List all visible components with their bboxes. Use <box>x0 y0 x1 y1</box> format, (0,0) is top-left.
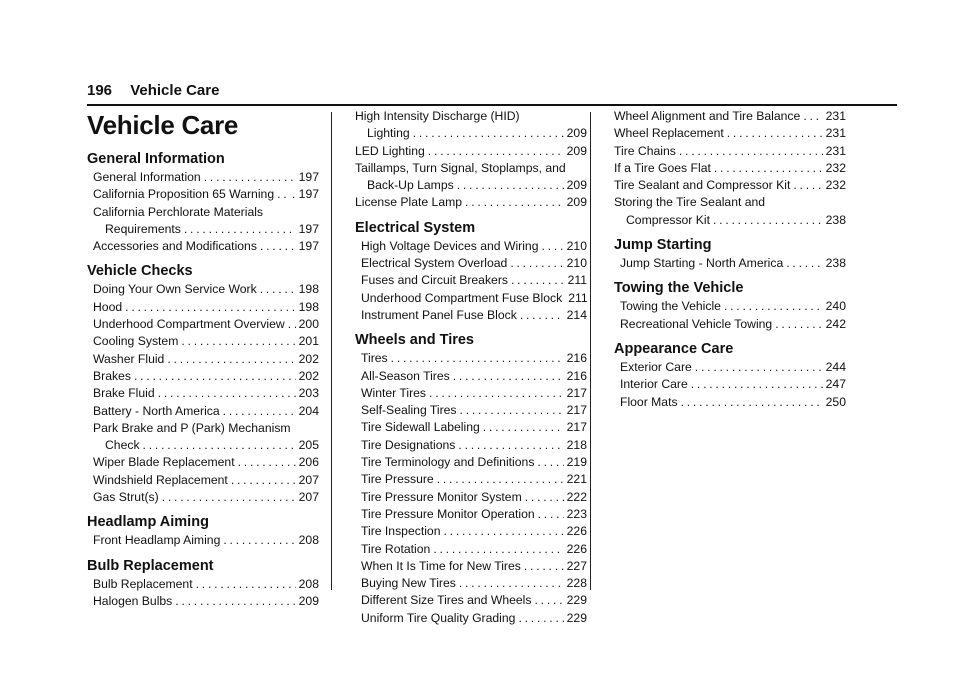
dot-leader <box>538 506 564 523</box>
toc-entry-title: Tire Sidewall Labeling <box>361 420 480 435</box>
toc-entry-page: 214 <box>566 307 587 322</box>
dot-leader <box>413 125 564 142</box>
column-divider <box>590 112 591 590</box>
toc-entry[interactable] <box>355 471 587 488</box>
dot-leader <box>458 437 563 454</box>
toc-entry[interactable] <box>355 143 587 160</box>
page-number: 196 <box>87 82 113 99</box>
toc-entry-title: Accessories and Modifications <box>93 239 257 254</box>
toc-column-3 <box>614 108 846 411</box>
toc-entry[interactable] <box>614 125 846 142</box>
dot-leader <box>184 221 296 238</box>
toc-entry-page: 209 <box>566 195 587 210</box>
toc-entry[interactable] <box>614 177 846 194</box>
toc-entry[interactable] <box>355 558 587 575</box>
toc-entry-title: Towing the Vehicle <box>620 299 721 314</box>
toc-entry-page: 242 <box>825 316 846 331</box>
toc-column-2 <box>355 108 587 627</box>
toc-entry[interactable] <box>87 576 319 593</box>
dot-leader <box>459 575 564 592</box>
dot-leader <box>465 194 564 211</box>
toc-entry[interactable] <box>87 169 319 186</box>
toc-entry-title: Compressor Kit <box>626 212 710 227</box>
toc-entry-page: 203 <box>298 386 319 401</box>
dot-leader <box>143 437 296 454</box>
toc-entry[interactable] <box>355 419 587 436</box>
toc-entry-page: 217 <box>566 385 587 400</box>
toc-entry-page: 206 <box>298 455 319 470</box>
toc-entry-title: Tire Pressure Monitor Operation <box>361 506 535 521</box>
toc-entry-title-first-line: California Perchlorate Materials <box>93 204 264 219</box>
toc-entry[interactable] <box>355 385 587 402</box>
toc-entry-page: 202 <box>298 368 319 383</box>
toc-column-1 <box>87 150 319 610</box>
toc-entry-page: 226 <box>566 524 587 539</box>
toc-entry-title: All-Season Tires <box>361 368 450 383</box>
toc-entry-page: 240 <box>825 299 846 314</box>
dot-leader <box>714 160 823 177</box>
header-rule <box>87 104 897 106</box>
toc-entry-page: 221 <box>566 472 587 487</box>
toc-entry-title: Front Headlamp Aiming <box>93 533 221 548</box>
toc-entry-title: High Voltage Devices and Wiring <box>361 238 539 253</box>
toc-entry[interactable] <box>355 541 587 558</box>
toc-entry-title: Brakes <box>93 368 131 383</box>
toc-entry-page: 217 <box>566 420 587 435</box>
toc-entry-title: Bulb Replacement <box>93 576 193 591</box>
toc-entry[interactable] <box>87 532 319 549</box>
dot-leader <box>443 523 563 540</box>
toc-entry[interactable] <box>87 351 319 368</box>
toc-entry[interactable] <box>355 454 587 471</box>
dot-leader <box>231 472 296 489</box>
toc-entry-page: 209 <box>298 593 319 608</box>
dot-leader <box>524 558 564 575</box>
toc-entry[interactable] <box>614 316 846 333</box>
dot-leader <box>437 471 564 488</box>
toc-entry[interactable] <box>355 402 587 419</box>
dot-leader <box>125 299 296 316</box>
toc-entry-title: Brake Fluid <box>93 386 155 401</box>
toc-entry-title: Interior Care <box>620 377 688 392</box>
dot-leader <box>433 541 563 558</box>
toc-entry-title: Self-Sealing Tires <box>361 403 457 418</box>
toc-entry-page: 232 <box>825 178 846 193</box>
toc-entry-title: Electrical System Overload <box>361 256 508 271</box>
toc-entry-page: 209 <box>566 126 587 141</box>
toc-entry-page: 197 <box>298 221 319 236</box>
dot-leader <box>775 316 822 333</box>
running-title: Vehicle Care <box>130 82 220 99</box>
toc-entry[interactable] <box>87 186 319 203</box>
toc-entry-title: Tire Pressure <box>361 472 434 487</box>
toc-entry-title: Wiper Blade Replacement <box>93 455 235 470</box>
toc-entry-page: 216 <box>566 368 587 383</box>
toc-entry-page: 229 <box>566 610 587 625</box>
toc-entry-page: 223 <box>566 506 587 521</box>
dot-leader <box>196 576 296 593</box>
toc-entry[interactable] <box>87 238 319 255</box>
toc-entry-page: 198 <box>298 282 319 297</box>
dot-leader <box>520 307 564 324</box>
toc-entry-title: Check <box>105 438 140 453</box>
toc-entry[interactable] <box>87 299 319 316</box>
column-divider <box>331 112 332 590</box>
toc-entry-page: 232 <box>825 160 846 175</box>
toc-entry-page: 244 <box>825 359 846 374</box>
toc-entry-page: 238 <box>825 212 846 227</box>
toc-entry-page: 207 <box>298 490 319 505</box>
toc-entry[interactable] <box>355 238 587 255</box>
toc-entry[interactable] <box>87 420 319 455</box>
toc-entry-title: General Information <box>93 170 201 184</box>
toc-entry[interactable] <box>614 194 846 229</box>
toc-entry-title: Underhood Compartment Overview <box>93 317 285 332</box>
toc-entry-page: 229 <box>566 593 587 608</box>
dot-leader <box>691 376 823 393</box>
toc-entry-page: 231 <box>825 143 846 158</box>
dot-leader <box>679 143 823 160</box>
toc-entry-page: 219 <box>566 455 587 470</box>
section-heading: Vehicle Checks <box>87 263 193 280</box>
toc-entry-title: Doing Your Own Service Work <box>93 282 257 297</box>
toc-entry[interactable] <box>355 506 587 523</box>
toc-entry-title: Jump Starting - North America <box>620 256 784 271</box>
toc-entry[interactable] <box>614 108 846 125</box>
dot-leader <box>162 489 296 506</box>
toc-entry[interactable] <box>87 403 319 420</box>
toc-entry-page: 250 <box>825 394 846 409</box>
toc-entry-title: Halogen Bulbs <box>93 593 173 608</box>
toc-entry[interactable] <box>355 592 587 609</box>
toc-entry-page: 228 <box>566 576 587 591</box>
dot-leader <box>793 177 822 194</box>
toc-entry-title: Tire Terminology and Definitions <box>361 455 535 470</box>
dot-leader <box>460 402 564 419</box>
toc-entry-page: 247 <box>825 377 846 392</box>
toc-entry-page: 210 <box>566 238 587 253</box>
toc-entry-title: Recreational Vehicle Towing <box>620 316 773 331</box>
toc-entry-page: 226 <box>566 541 587 556</box>
toc-entry-page: 217 <box>566 403 587 418</box>
toc-entry-title: California Proposition 65 Warning <box>93 187 275 202</box>
toc-entry-page: 205 <box>298 438 319 453</box>
toc-entry-title: Washer Fluid <box>93 351 165 366</box>
toc-entry[interactable] <box>355 489 587 506</box>
toc-entry-title: Tire Inspection <box>361 524 441 539</box>
dot-leader <box>727 125 823 142</box>
toc-entry[interactable] <box>614 359 846 376</box>
section-heading: General Information <box>87 151 225 167</box>
toc-entry[interactable] <box>87 472 319 489</box>
dot-leader <box>288 316 296 333</box>
toc-entry[interactable] <box>87 204 319 239</box>
toc-entry-title: Cooling System <box>93 334 179 349</box>
toc-entry-title: Instrument Panel Fuse Block <box>361 307 517 322</box>
toc-entry-title: Windshield Replacement <box>93 472 228 487</box>
toc-entry[interactable] <box>355 290 587 307</box>
toc-entry-title-first-line: Park Brake and P (Park) Mechanism <box>93 420 291 435</box>
section-heading: Towing the Vehicle <box>614 280 744 297</box>
toc-entry[interactable] <box>87 368 319 385</box>
toc-entry-title: LED Lighting <box>355 143 425 158</box>
toc-entry-page: 222 <box>566 489 587 504</box>
dot-leader <box>537 454 563 471</box>
toc-entry-title: Tire Pressure Monitor System <box>361 489 522 504</box>
toc-entry-page: 197 <box>298 239 319 254</box>
dot-leader <box>457 177 564 194</box>
toc-entry-page: 211 <box>568 290 588 305</box>
dot-leader <box>223 403 296 420</box>
toc-entry[interactable] <box>87 593 319 610</box>
section-heading: Electrical System <box>355 219 476 236</box>
toc-entry-page: 218 <box>566 437 587 452</box>
toc-entry-title: When It Is Time for New Tires <box>361 558 521 573</box>
toc-entry[interactable] <box>87 333 319 350</box>
dot-leader <box>510 255 563 272</box>
toc-entry[interactable] <box>355 368 587 385</box>
toc-entry[interactable] <box>614 376 846 393</box>
dot-leader <box>713 212 823 229</box>
toc-entry-page: 238 <box>825 256 846 271</box>
toc-entry-title: License Plate Lamp <box>355 195 463 210</box>
section-heading: Bulb Replacement <box>87 557 214 574</box>
toc-entry-title: Hood <box>93 299 123 314</box>
dot-leader <box>786 255 822 272</box>
toc-entry[interactable] <box>87 316 319 333</box>
toc-entry[interactable] <box>614 298 846 315</box>
toc-entry-page: 216 <box>566 351 587 366</box>
toc-entry-page: 209 <box>566 178 587 193</box>
toc-entry-page: 227 <box>566 558 587 573</box>
toc-entry-title: Back-Up Lamps <box>367 178 454 193</box>
toc-entry[interactable] <box>87 489 319 506</box>
toc-entry-title-first-line: Storing the Tire Sealant and <box>614 195 766 210</box>
toc-entry-title: Buying New Tires <box>361 576 456 591</box>
toc-entry[interactable] <box>87 385 319 402</box>
toc-entry[interactable] <box>355 437 587 454</box>
toc-entry-page: 231 <box>825 126 846 141</box>
toc-entry[interactable] <box>355 108 587 143</box>
toc-entry-title: Tire Designations <box>361 437 456 452</box>
toc-entry[interactable] <box>355 350 587 367</box>
section-heading: Appearance Care <box>614 340 734 357</box>
toc-entry[interactable] <box>355 194 587 211</box>
dot-leader <box>260 281 296 298</box>
toc-entry[interactable] <box>614 394 846 411</box>
dot-leader <box>277 186 289 203</box>
toc-entry-title: Exterior Care <box>620 359 692 374</box>
toc-entry-page: 210 <box>566 256 587 271</box>
dot-leader <box>167 351 295 368</box>
toc-entry[interactable] <box>355 255 587 272</box>
toc-entry-page: . 197 <box>291 187 319 202</box>
toc-entry-title: Wheel Alignment and Tire Balance <box>614 109 801 123</box>
toc-entry[interactable] <box>355 160 587 195</box>
chapter-title: Vehicle Care <box>87 110 239 140</box>
dot-leader <box>518 610 563 627</box>
toc-entry-title: Tire Chains <box>614 143 676 158</box>
dot-leader <box>181 333 295 350</box>
toc-entry-title: Uniform Tire Quality Grading <box>361 610 516 625</box>
toc-entry-title: Tires <box>361 351 388 366</box>
dot-leader <box>391 350 564 367</box>
running-header <box>87 82 219 99</box>
toc-entry[interactable] <box>355 523 587 540</box>
toc-entry-title: If a Tire Goes Flat <box>614 160 711 175</box>
dot-leader <box>511 272 565 289</box>
toc-entry-page: 201 <box>298 334 319 349</box>
toc-entry[interactable] <box>614 255 846 272</box>
dot-leader <box>525 489 564 506</box>
toc-entry-page: 231 <box>825 109 846 123</box>
toc-entry[interactable] <box>355 610 587 627</box>
toc-entry-title-first-line: High Intensity Discharge (HID) <box>355 109 520 123</box>
dot-leader <box>803 108 822 125</box>
dot-leader <box>681 394 823 411</box>
dot-leader <box>453 368 564 385</box>
dot-leader <box>134 368 296 385</box>
toc-entry-title: Tire Sealant and Compressor Kit <box>614 178 791 193</box>
toc-entry-page: 208 <box>298 576 319 591</box>
toc-entry[interactable] <box>614 160 846 177</box>
section-heading: Wheels and Tires <box>355 332 474 349</box>
toc-entry[interactable] <box>614 143 846 160</box>
toc-entry[interactable] <box>355 272 587 289</box>
toc-entry-title: Battery - North America <box>93 403 220 418</box>
toc-entry-title: Lighting <box>367 126 410 141</box>
dot-leader <box>483 419 564 436</box>
toc-entry[interactable] <box>355 307 587 324</box>
dot-leader <box>175 593 295 610</box>
toc-entry-title-first-line: Taillamps, Turn Signal, Stoplamps, and <box>355 160 566 175</box>
dot-leader <box>724 298 823 315</box>
toc-entry-page: 197 <box>298 170 319 184</box>
dot-leader <box>428 143 564 160</box>
toc-entry[interactable] <box>87 281 319 298</box>
dot-leader <box>204 169 296 186</box>
dot-leader <box>260 238 296 255</box>
toc-entry-title: Floor Mats <box>620 394 678 409</box>
dot-leader <box>158 385 296 402</box>
toc-entry-title: Winter Tires <box>361 385 427 400</box>
toc-entry-title: Requirements <box>105 221 181 236</box>
toc-entry-title: Fuses and Circuit Breakers <box>361 273 508 288</box>
toc-entry-page: 198 <box>298 299 319 314</box>
section-heading: Headlamp Aiming <box>87 514 209 531</box>
toc-entry-page: 200 <box>298 317 319 332</box>
toc-entry-page: 211 <box>567 273 587 288</box>
toc-entry-page: 209 <box>566 143 587 158</box>
toc-entry-title: Wheel Replacement <box>614 126 724 141</box>
toc-entry-title: Underhood Compartment Fuse Block <box>361 290 563 305</box>
toc-entry-page: 207 <box>298 472 319 487</box>
toc-entry-title: Different Size Tires and Wheels <box>361 593 532 608</box>
toc-entry[interactable] <box>87 454 319 471</box>
dot-leader <box>695 359 823 376</box>
toc-entry-page: 202 <box>298 351 319 366</box>
dot-leader <box>542 238 564 255</box>
dot-leader <box>534 592 563 609</box>
dot-leader <box>429 385 564 402</box>
toc-entry-page: 204 <box>298 403 319 418</box>
section-heading: Jump Starting <box>614 237 712 254</box>
toc-entry-title: Tire Rotation <box>361 541 431 556</box>
dot-leader <box>223 532 295 549</box>
toc-entry-page: 208 <box>298 533 319 548</box>
dot-leader <box>238 454 296 471</box>
toc-entry[interactable] <box>355 575 587 592</box>
toc-entry-title: Gas Strut(s) <box>93 490 159 505</box>
